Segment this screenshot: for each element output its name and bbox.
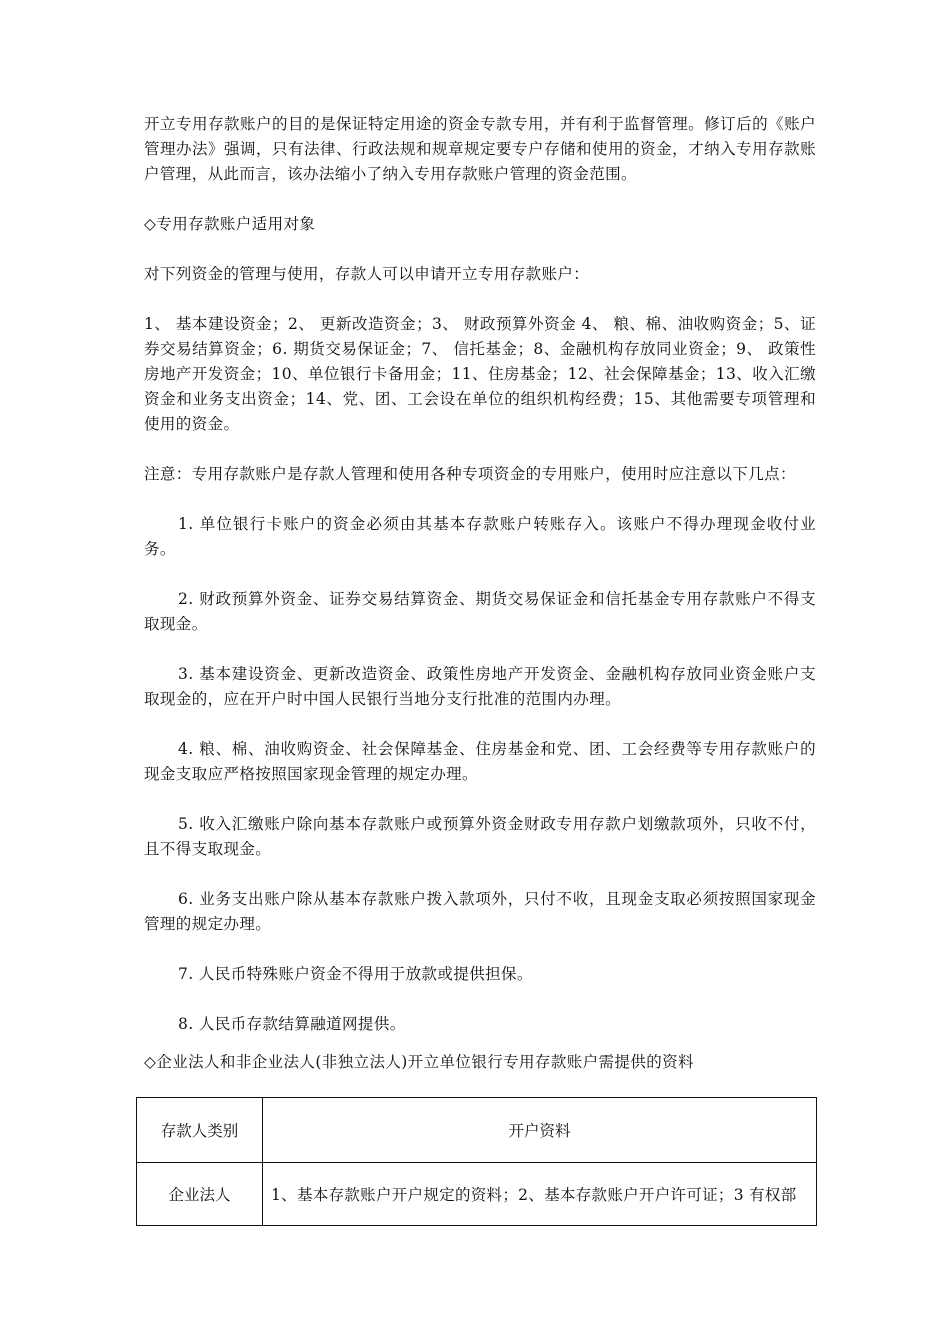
point-8: 8. 人民币存款结算融道网提供。	[178, 1015, 406, 1033]
list-intro-paragraph: 对下列资金的管理与使用，存款人可以申请开立专用存款账户：	[144, 265, 590, 283]
point-2: 2. 财政预算外资金、证券交易结算资金、期货交易保证金和信托基金专用存款账户不得支取现金。	[144, 590, 816, 633]
section-heading-applicable: ◇专用存款账户适用对象	[144, 215, 316, 233]
point-4: 4. 粮、棉、油收购资金、社会保障基金、住房基金和党、团、工会经费等专用存款账户的现金支取应严格按照国家现金管理的规定办理。	[144, 740, 816, 783]
account-materials-table	[136, 1097, 817, 1226]
section-heading-table: ◇企业法人和非企业法人(非独立法人)开立单位银行专用存款账户需提供的资料	[144, 1053, 694, 1071]
fund-items-paragraph: 1、 基本建设资金；2、 更新改造资金；3、 财政预算外资金 4、 粮、棉、油收购资金；5、证券交易结算资金；6. 期货交易保证金；7、 信托基金；8、金融机构存放同业资金；9、 政策性房地产开发资金；10、单位银行卡备用金；11、住房基金；12、社会保障基金；13、收入汇缴资金和业务支出资金；14、党、团、工会设在单位的组织机构经费；15、其他需要专项管理和使用的资金。	[144, 315, 816, 433]
point-1: 1. 单位银行卡账户的资金必须由其基本存款账户转账存入。该账户不得办理现金收付业务。	[144, 515, 816, 558]
table-header-opening-materials: 开户资料	[263, 1098, 817, 1163]
table-cell-depositor-type: 企业法人	[137, 1163, 263, 1226]
intro-paragraph: 开立专用存款账户的目的是保证特定用途的资金专款专用，并有利于监督管理。修订后的《账户管理办法》强调，只有法律、行政法规和规章规定要专户存储和使用的资金，才纳入专用存款账户管理，从此而言，该办法缩小了纳入专用存款账户管理的资金范围。	[144, 115, 816, 183]
point-6: 6. 业务支出账户除从基本存款账户拨入款项外，只付不收，且现金支取必须按照国家现金管理的规定办理。	[144, 890, 816, 933]
table-cell-opening-materials: 1、基本存款账户开户规定的资料；2、基本存款账户开户许可证；3 有权部	[263, 1163, 817, 1226]
note-paragraph: 注意：专用存款账户是存款人管理和使用各种专项资金的专用账户，使用时应注意以下几点：	[144, 465, 796, 483]
document-body	[144, 112, 816, 1090]
table-row	[137, 1163, 817, 1226]
point-5: 5. 收入汇缴账户除向基本存款账户或预算外资金财政专用存款户划缴款项外，只收不付，且不得支取现金。	[144, 815, 816, 858]
point-7: 7. 人民币特殊账户资金不得用于放款或提供担保。	[178, 965, 533, 983]
table-header-row	[137, 1098, 817, 1163]
point-3: 3. 基本建设资金、更新改造资金、政策性房地产开发资金、金融机构存放同业资金账户支取现金的，应在开户时中国人民银行当地分支行批准的范围内办理。	[144, 665, 816, 708]
table-header-depositor-type: 存款人类别	[137, 1098, 263, 1163]
